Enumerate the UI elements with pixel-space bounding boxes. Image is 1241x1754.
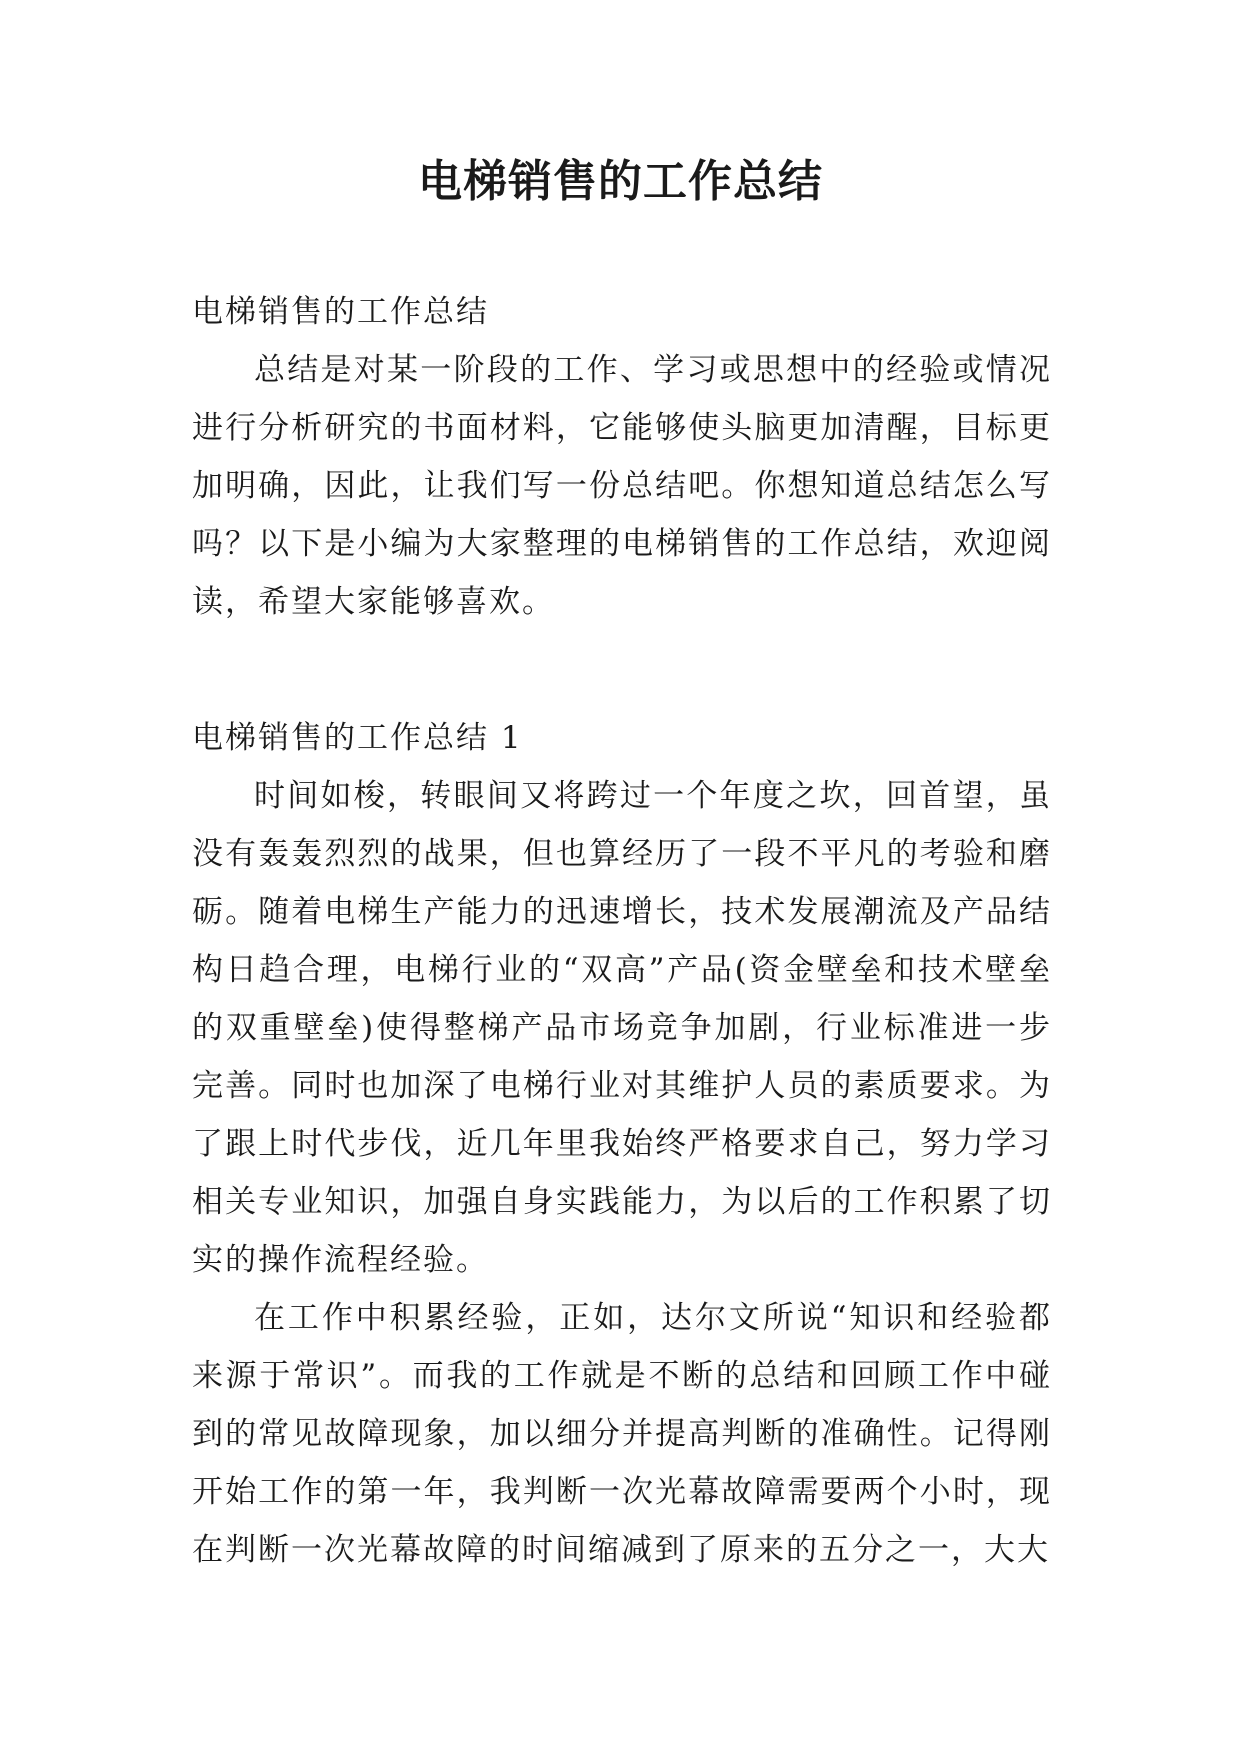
- section-1-paragraph-2: 在工作中积累经验，正如，达尔文所说“知识和经验都来源于常识”。而我的工作就是不断的总结和回顾工作中碰到的常见故障现象，加以细分并提高判断的准确性。记得刚开始工作的第一年，我判断一次光幕故障需要两个小时，现在判断一次光幕故障的时间缩减到了原来的五分之一，大大: [192, 1300, 1052, 1568]
- document-title: 电梯销售的工作总结: [418, 156, 823, 207]
- section-1-paragraph-1: 时间如梭，转眼间又将跨过一个年度之坎，回首望，虽没有轰轰烈烈的战果，但也算经历了一段不平凡的考验和磨砺。随着电梯生产能力的迅速增长，技术发展潮流及产品结构日趋合理，电梯行业的“双高”产品(资金壁垒和技术壁垒的双重壁垒)使得整梯产品市场竞争加剧，行业标准进一步完善。同时也加深了电梯行业对其维护人员的素质要求。为了跟上时代步伐，近几年里我始终严格要求自己，努力学习相关专业知识，加强自身实践能力，为以后的工作积累了切实的操作流程经验。: [192, 778, 1052, 1278]
- intro-paragraph: 总结是对某一阶段的工作、学习或思想中的经验或情况进行分析研究的书面材料，它能够使头脑更加清醒，目标更加明确，因此，让我们写一份总结吧。你想知道总结怎么写吗？以下是小编为大家整理的电梯销售的工作总结，欢迎阅读，希望大家能够喜欢。: [192, 352, 1052, 620]
- intro-heading: 电梯销售的工作总结: [192, 294, 489, 330]
- section-spacer: [192, 631, 1052, 709]
- section-1-heading: 电梯销售的工作总结 1: [192, 720, 523, 756]
- document-body: [192, 283, 1052, 1579]
